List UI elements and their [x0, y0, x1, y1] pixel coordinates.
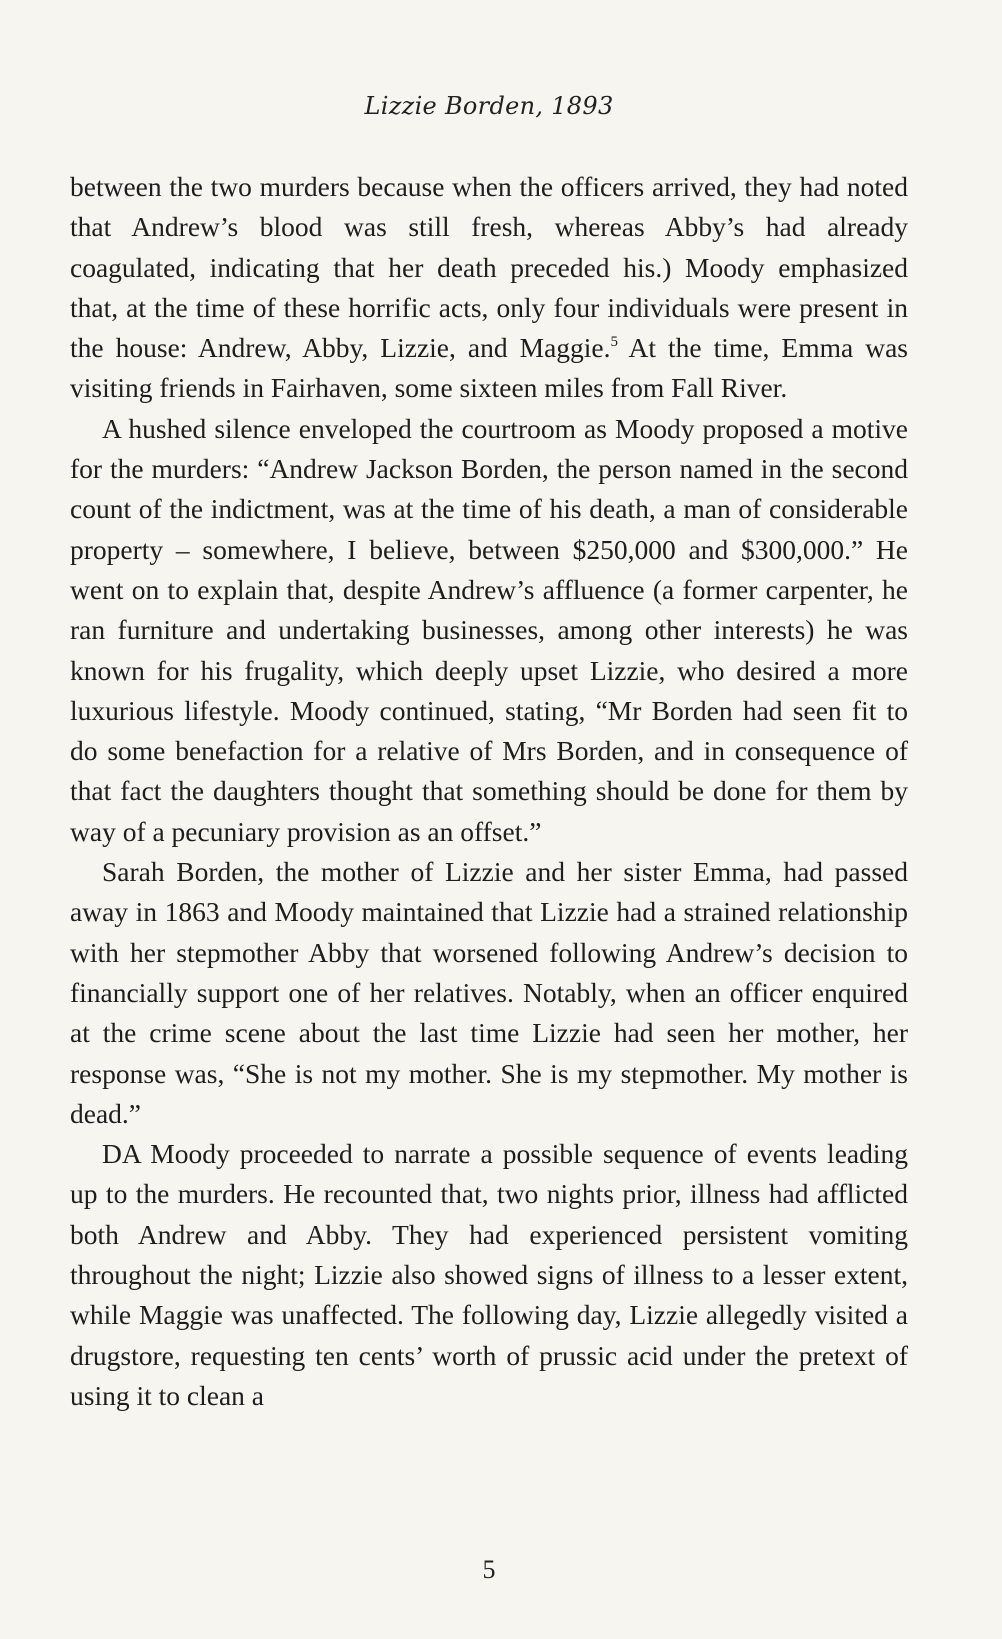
paragraph-3: Sarah Borden, the mother of Lizzie and her sister Emma, had passed away in 1863 and Moody maintained that Lizzie had a strained relationship with her stepmother Abby that worsened following Andrew’s decision to financially support one of her relatives. Notably, when an officer enquired at the crime scene about the last time Lizzie had seen her mother, her response was, “She is not my mother. She is my stepmother. My mother is dead.”	[70, 856, 908, 1129]
running-head: Lizzie Borden, 1893	[364, 92, 614, 120]
paragraph-1	[70, 167, 908, 409]
paragraph-1-text: between the two murders because when the officers arrived, they had noted that Andrew’s blood was still fresh, whereas Abby’s had already coagulated, indicating that her death preceded his.) Moody emphasized that, at the time of these horrific acts, only four individuals were present in the house: Andrew, Abby, Lizzie, and Maggie.	[70, 171, 908, 364]
footnote-ref-5[interactable]: 5	[610, 334, 619, 351]
paragraph-2: A hushed silence enveloped the courtroom as Moody proposed a motive for the murders: “Andrew Jackson Borden, the person named in the second count of the indictment, was at the time of his death, a man of considerable property – somewhere, I believe, between $250,000 and $300,000.” He went on to explain that, despite Andrew’s affluence (a former carpenter, he ran furniture and undertaking businesses, among other interests) he was known for his frugality, which deeply upset Lizzie, who desired a more luxurious lifestyle. Moody continued, stating, “Mr Borden had seen fit to do some benefaction for a relative of Mrs Borden, and in consequence of that fact the daughters thought that something should be done for them by way of a pecuniary provision as an offset.”	[70, 412, 908, 847]
paragraph-1-text-cont: At the time, Emma was visiting friends in Fairhaven, some sixteen miles from Fall River.	[70, 332, 908, 404]
body-text	[70, 167, 908, 1416]
page-number: 5	[482, 1555, 496, 1584]
paragraph-4: DA Moody proceeded to narrate a possible sequence of events leading up to the murders. He recounted that, two nights prior, illness had afflicted both Andrew and Abby. They had experienced persistent vomiting throughout the night; Lizzie also showed signs of illness to a lesser extent, while Maggie was unaffected. The following day, Lizzie allegedly visited a drugstore, requesting ten cents’ worth of prussic acid under the pretext of using it to clean a	[70, 1138, 908, 1411]
